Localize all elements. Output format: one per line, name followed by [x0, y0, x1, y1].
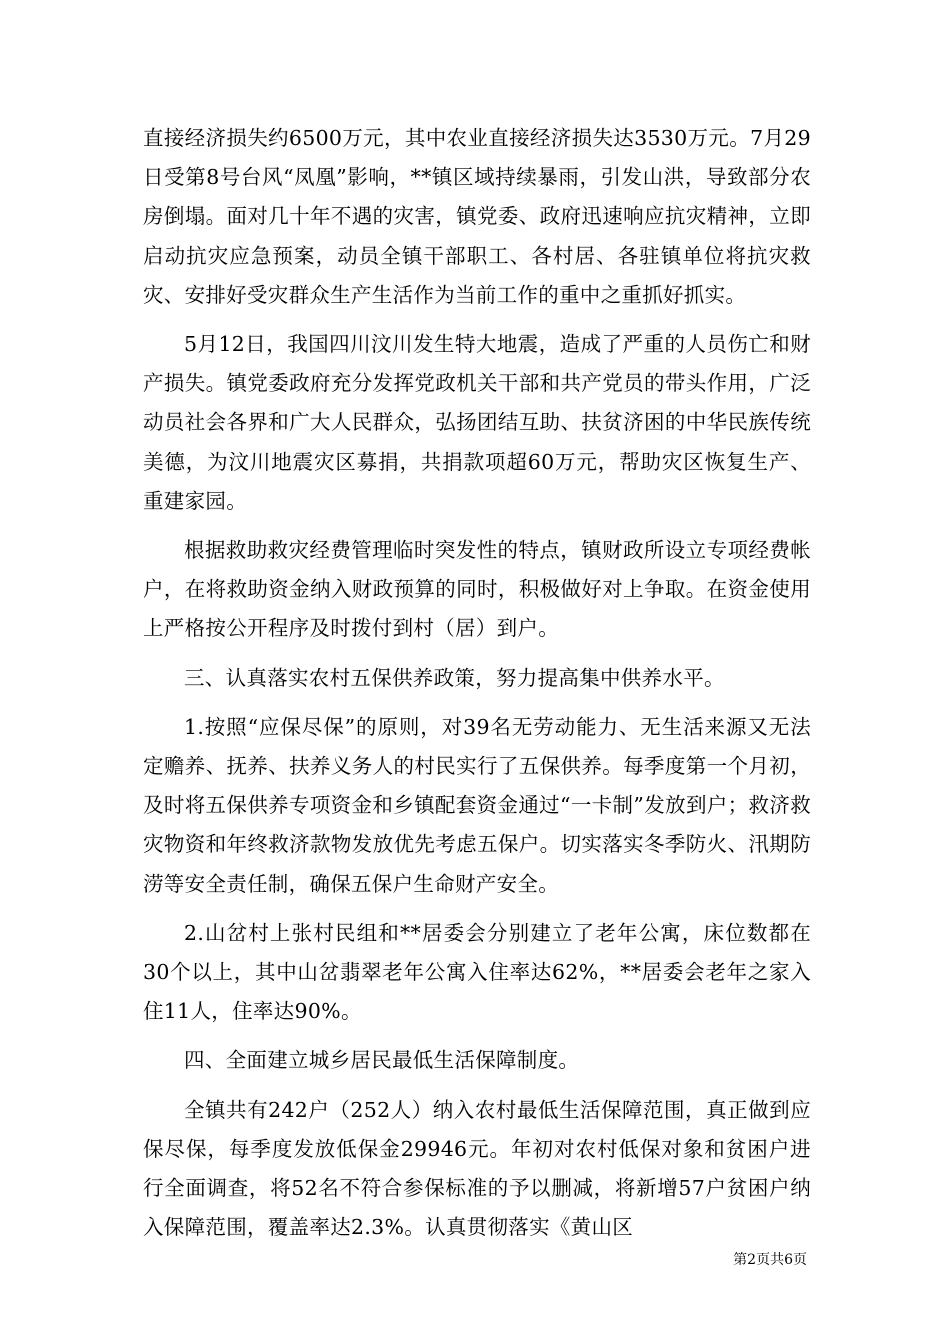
paragraph-earthquake-donation: 5月12日，我国四川汶川发生特大地震，造成了严重的人员伤亡和财产损失。镇党委政府充分发挥党政机关干部和共产党员的带头作用，广泛动员社会各界和广大人民群众，弘扬团结互助、扶贫济困的中华民族传统美德，为汶川地震灾区募捐，共捐款项超60万元，帮助灾区恢复生产、重建家园。 — [143, 332, 811, 513]
paragraph-wubao-item-2: 2.山岔村上张村民组和**居委会分别建立了老年公寓，床位数都在30个以上，其中山岔翡翠老年公寓入住率达62%，**居委会老年之家入住11人，住率达90%。 — [143, 920, 811, 1024]
paragraph-relief-funds: 根据救助救灾经费管理临时突发性的特点，镇财政所设立专项经费帐户，在将救助资金纳入财政预算的同时，积极做好对上争取。在资金使用上严格按公开程序及时拨付到村（居）到户。 — [143, 538, 811, 641]
section-heading-wubao: 三、认真落实农村五保供养政策，努力提高集中供养水平。 — [184, 665, 725, 690]
paragraph-wubao-item-1: 1.按照“应保尽保”的原则，对39名无劳动能力、无生活来源又无法定赡养、抚养、扶养义务人的村民实行了五保供养。每季度第一个月初，及时将五保供养专项资金和乡镇配套资金通过“一卡制”发放到户；救济救灾物资和年终救济款物发放优先考虑五保户。切实落实冬季防火、汛期防涝等安全责任制，确保五保户生命财产安全。 — [143, 714, 811, 896]
page-number-footer: 第2页共6页 — [733, 1252, 807, 1268]
paragraph-disaster-losses: 直接经济损失约6500万元，其中农业直接经济损失达3530万元。7月29日受第8号台风“凤凰”影响，**镇区域持续暴雨，引发山洪，导致部分农房倒塌。面对几十年不遇的灾害，镇党委、政府迅速响应抗灾精神，立即启动抗灾应急预案，动员全镇干部职工、各村居、各驻镇单位将抗灾救灾、安排好受灾群众生产生活作为当前工作的重中之重抓好抓实。 — [143, 126, 811, 307]
paragraph-dibao-coverage: 全镇共有242户（252人）纳入农村最低生活保障范围，真正做到应保尽保，每季度发放低保金29946元。年初对农村低保对象和贫困户进行全面调查，将52名不符合参保标准的予以删减，将新增57户贫困户纳入保障范围，覆盖率达2.3%。认真贯彻落实《黄山区 — [143, 1097, 811, 1240]
section-heading-dibao: 四、全面建立城乡居民最低生活保障制度。 — [184, 1048, 580, 1073]
document-body — [143, 119, 811, 1247]
